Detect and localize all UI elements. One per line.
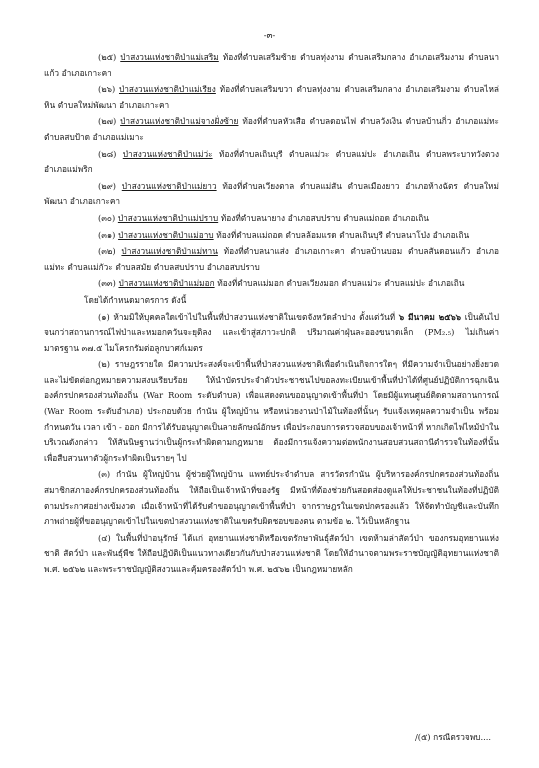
forest-name: ป่าสงวนแห่งชาติป่าแม่ปราบ — [117, 212, 219, 223]
forest-item-30: (๓๐) ป่าสงวนแห่งชาติป่าแม่ปราบ ท้องที่ตำบลนายาง อำเภอสบปราบ ตำบลแม่ถอด อำเภอเถิน — [98, 212, 429, 223]
forest-item-25: (๒๕) ป่าสงวนแห่งชาติป่าแม่เสริม ท้องที่ตำบลเสริมซ้าย ตำบลทุ่งงาม ตำบลเสริมกลาง อำเภอเสริมงาม ตำบลนาแก้ว อำเภอเกาะคา — [44, 52, 500, 78]
document-body — [44, 50, 499, 579]
forest-item-29: (๒๙) ป่าสงวนแห่งชาติป่าแม่ยาว ท้องที่ตำบลเวียงตาล ตำบลแม่สัน ตำบลเมืองยาว อำเภอห้างฉัตร ตำบลใหม่พัฒนา อำเภอเกาะคา — [44, 180, 499, 207]
page-number: -๓- — [263, 31, 276, 41]
forest-name: ป่าสงวนแห่งชาติป่าแม่เสริม — [120, 52, 219, 62]
measure-4: (๔) ในพื้นที่ป่าอนุรักษ์ ได้แก่ อุทยานแห่งชาติหรือเขตรักษาพันธุ์สัตว์ป่า เขตห้ามล่าสัตว์ป่า ของกรมอุทยานแห่งชาติ สัตว์ป่า และพันธุ์พืช ให้ถือปฏิบัติเป็นแนวทางเดียวกันกับป่าสงวนแห่งชาติ โดยให้อำนาจตามพระราชบัญญัติอุทยานแห่งชาติ พ.ศ. ๒๕๖๒ และพระราชบัญญัติสงวนและคุ้มครองสัตว์ป่า พ.ศ. ๒๕๖๒ เป็นกฎหมายหลัก — [44, 532, 499, 574]
forest-name: ป่าสงวนแห่งชาติป่าแม่ทาน — [121, 246, 218, 257]
forest-item-28: (๒๘) ป่าสงวนแห่งชาติป่าแม่ว่ะ ท้องที่ตำบลเถินบุรี ตำบลแม่วะ ตำบลแม่ปะ อำเภอเถิน ตำบลพระบาทวังตวง อำเภอแม่พริก — [44, 148, 499, 175]
forest-name: ป่าสงวนแห่งชาติป่าแม่เรียง — [118, 84, 216, 95]
forest-name: ป่าสงวนแห่งชาติป่าแม่ว่ะ — [122, 148, 213, 159]
measure-2: (๒) ราษฎรรายใด มีความประสงค์จะเข้าพื้นที่ป่าสงวนแห่งชาติเพื่อดำเนินกิจการใดๆ ที่มีความจำเป็นอย่างยิ่งยวดและไม่ขัดต่อกฎหมายความสงบเรียบร้อย ให้นำบัตรประจำตัวประชาชนไปขอลงทะเบียนเข้าพื้นที่ป่าได้ที่ศูนย์ปฏิบัติการฉุกเฉิน องค์กรปกครองส่วนท้องถิ่น (War Room ระดับตำบล) เพื่อแสดงตนขออนุญาตเข้าพื้นที่ป่า โดยมีผู้แทนศูนย์ติดตามสถานการณ์ (War Room ระดับอำเภอ) ประกอบด้วย กำนัน ผู้ใหญ่บ้าน หรือหน่วยงานป่าไม้ในท้องที่นั้นๆ รับแจ้งเหตุผลความจำเป็น พร้อมกำหนดวัน เวลา เข้า - ออก มีการได้รับอนุญาตเป็นลายลักษณ์อักษร เพื่อประกอบการตรวจสอบของเจ้าหน้าที่ หากเกิดไฟไหม้ป่าในบริเวณดังกล่าว ให้สันนิษฐานว่าเป็นผู้กระทำผิดตามกฎหมาย ต้องมีการแจ้งความต่อพนักงานสอบสวนสถานีตำรวจในท้องที่นั้น เพื่อสืบสวนหาตัวผู้กระทำผิดเป็นรายๆ ไป — [44, 359, 499, 463]
forest-name: ป่าสงวนแห่งชาติป่าแม่จางฝั่งซ้าย — [120, 116, 239, 127]
forest-item-27: (๒๗) ป่าสงวนแห่งชาติป่าแม่จางฝั่งซ้าย ท้องที่ตำบลหัวเสือ ตำบลดอนไฟ ตำบลวังเงิน ตำบลบ้านกิ่ว อำเภอแม่ทะ ตำบลสบป้าด อำเภอแม่เมาะ — [44, 116, 499, 142]
continuation-note: /(๕) กรณีตรวจพบ.... — [414, 732, 491, 742]
forest-name: ป่าสงวนแห่งชาติป่าแม่มอก — [118, 278, 215, 289]
measure-1: (๑) ห้ามมิให้บุคคลใดเข้าไปในพื้นที่ป่าสงวนแห่งชาติในเขตจังหวัดลำปาง ตั้งแต่วันที่ ๖ มีนาคม ๒๕๖๖ เป็นต้นไป จนกว่าสถานการณ์ไฟป่าและหมอกควันจะยุติลง และเข้าสู่สภาวะปกติ ปริมาณค่าฝุ่นละอองขนาดเล็ก (PM₂.₅) ไม่เกินค่ามาตรฐาน ๓๗.๕ ไมโครกรัมต่อลูกบาศก์เมตร — [44, 311, 499, 353]
forest-name: ป่าสงวนแห่งชาติป่าแม่ยาว — [121, 180, 217, 191]
forest-item-33: (๓๓) ป่าสงวนแห่งชาติป่าแม่มอก ท้องที่ตำบลแม่มอก ตำบลเวียงมอก ตำบลแม่วะ ตำบลแม่ปะ อำเภอเถิน — [98, 278, 465, 289]
forest-item-26: (๒๖) ป่าสงวนแห่งชาติป่าแม่เรียง ท้องที่ตำบลเสริมขวา ตำบลทุ่งงาม ตำบลเสริมกลาง อำเภอเสริมงาม ตำบลไหล่หิน ตำบลใหม่พัฒนา อำเภอเกาะคา — [44, 84, 500, 110]
forest-item-32: (๓๒) ป่าสงวนแห่งชาติป่าแม่ทาน ท้องที่ตำบลนาแส่ง อำเภอเกาะคา ตำบลบ้านบอม ตำบลสันดอนแก้ว อำเภอแม่ทะ ตำบลแม่กัวะ ตำบลสมัย ตำบลสบปราบ อำเภอสบปราบ — [44, 246, 499, 272]
measure-3: (๓) กำนัน ผู้ใหญ่บ้าน ผู้ช่วยผู้ใหญ่บ้าน แพทย์ประจำตำบล สารวัตรกำนัน ผู้บริหารองค์กรปกครองส่วนท้องถิ่น สมาชิกสภาองค์กรปกครองส่วนท้องถิ่น ให้ถือเป็นเจ้าหน้าที่ของรัฐ มีหน้าที่ต้องช่วยกันสอดส่องดูแลให้ประชาชนในท้องที่ปฏิบัติตามประกาศอย่างเข้มงวด เมื่อเจ้าหน้าที่ได้รับคำขออนุญาตเข้าพื้นที่ป่า จากราษฎรในเขตปกครองแล้ว ให้จัดทำบัญชีและบันทึกภาพถ่ายผู้ที่ขออนุญาตเข้าไปในเขตป่าสงวนแห่งชาติในเขตรับผิดชอบของตน ตามข้อ ๒. ไว้เป็นหลักฐาน — [44, 469, 499, 527]
measures-intro: โดยได้กำหนดมาตรการ ดังนี้ — [84, 294, 187, 305]
forest-name: ป่าสงวนแห่งชาติป่าแม่อาบ — [118, 229, 214, 240]
forest-item-31: (๓๑) ป่าสงวนแห่งชาติป่าแม่อาบ ท้องที่ตำบลแม่ถอด ตำบลล้อมแรด ตำบลเถินบุรี ตำบลนาโป่ง อำเภอเถิน — [98, 229, 470, 240]
effective-date: ๖ มีนาคม ๒๕๖๖ — [398, 311, 462, 322]
